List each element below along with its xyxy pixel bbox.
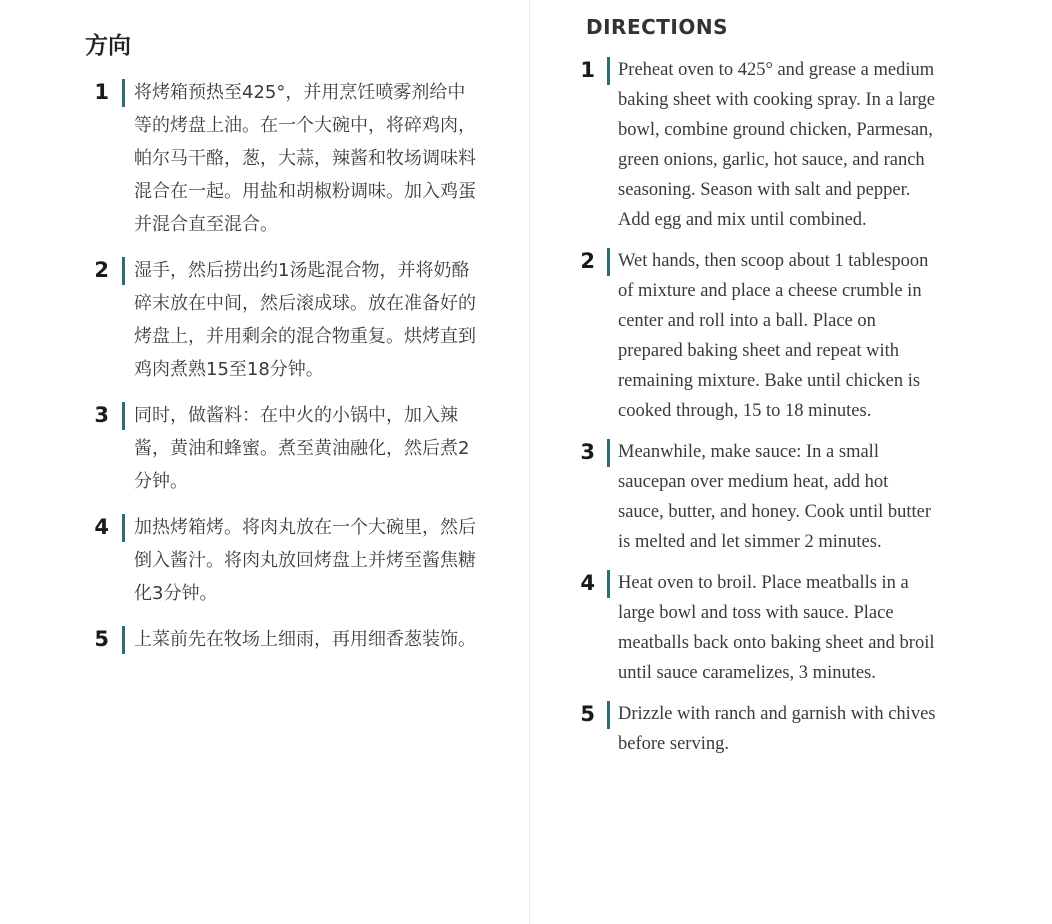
step-item	[85, 625, 479, 656]
steps-list-zh	[85, 78, 479, 671]
step-accent-bar	[122, 257, 125, 285]
step-accent-bar	[607, 701, 610, 729]
step-text: 将烤箱预热至425°，并用烹饪喷雾剂给中等的烤盘上油。在一个大碗中，将碎鸡肉，帕尔马干酪，葱，大蒜，辣酱和牧场调味料混合在一起。用盐和胡椒粉调味。加入鸡蛋并混合直至混合。	[134, 82, 476, 235]
step-text: 湿手，然后捞出约1汤匙混合物，并将奶酪碎末放在中间，然后滚成球。放在准备好的烤盘上，并用剩余的混合物重复。烘烤直到鸡肉煮熟15至18分钟。	[134, 260, 476, 380]
step-item	[85, 401, 479, 498]
step-item	[580, 56, 938, 235]
step-text: Wet hands, then scoop about 1 tablespoon of mixture and place a cheese crumble in center and roll into a ball. Place on prepared baking sheet and repeat with remaining mixture. Bake until chicken is cooked through, 15 to 18 minutes.	[618, 251, 929, 421]
directions-title-zh: 方向	[85, 33, 131, 59]
step-accent-bar	[122, 626, 125, 654]
step-text: 加热烤箱烤。将肉丸放在一个大碗里，然后倒入酱汁。将肉丸放回烤盘上并烤至酱焦糖化3分钟。	[134, 517, 476, 604]
step-number: 1	[580, 58, 595, 82]
step-number: 4	[580, 571, 595, 595]
step-item	[580, 569, 938, 688]
step-text: Heat oven to broil. Place meatballs in a large bowl and toss with sauce. Place meatballs back onto baking sheet and broil until sauce caramelizes, 3 minutes.	[618, 573, 935, 683]
step-text: 同时，做酱料：在中火的小锅中，加入辣酱，黄油和蜂蜜。煮至黄油融化，然后煮2分钟。	[134, 405, 470, 492]
step-item	[85, 78, 479, 241]
step-item	[580, 247, 938, 426]
step-accent-bar	[607, 248, 610, 276]
step-item	[580, 438, 938, 557]
step-text: Meanwhile, make sauce: In a small saucepan over medium heat, add hot sauce, butter, and honey. Cook until butter is melted and let simmer 2 minutes.	[618, 442, 932, 552]
step-number: 5	[580, 702, 595, 726]
step-number: 4	[94, 515, 109, 539]
step-text: Drizzle with ranch and garnish with chives before serving.	[618, 704, 936, 754]
step-item	[85, 513, 479, 610]
step-number: 2	[580, 249, 595, 273]
step-accent-bar	[607, 57, 610, 85]
step-accent-bar	[122, 402, 125, 430]
step-number: 2	[94, 258, 109, 282]
step-accent-bar	[607, 439, 610, 467]
column-divider	[529, 0, 530, 924]
step-number: 1	[94, 80, 109, 104]
step-text: Preheat oven to 425° and grease a medium baking sheet with cooking spray. In a large bowl, combine ground chicken, Parmesan, green onions, garlic, hot sauce, and ranch seasoning. Season with salt and pepper. Add egg and mix until combined.	[618, 60, 935, 230]
step-number: 3	[94, 403, 109, 427]
step-accent-bar	[122, 79, 125, 107]
step-number: 3	[580, 440, 595, 464]
steps-list-en	[580, 56, 938, 771]
step-accent-bar	[607, 570, 610, 598]
step-text: 上菜前先在牧场上细雨，再用细香葱装饰。	[134, 629, 476, 650]
step-accent-bar	[122, 514, 125, 542]
step-number: 5	[94, 627, 109, 651]
step-item	[85, 256, 479, 386]
directions-title-en: DIRECTIONS	[586, 15, 729, 39]
step-item	[580, 700, 938, 759]
